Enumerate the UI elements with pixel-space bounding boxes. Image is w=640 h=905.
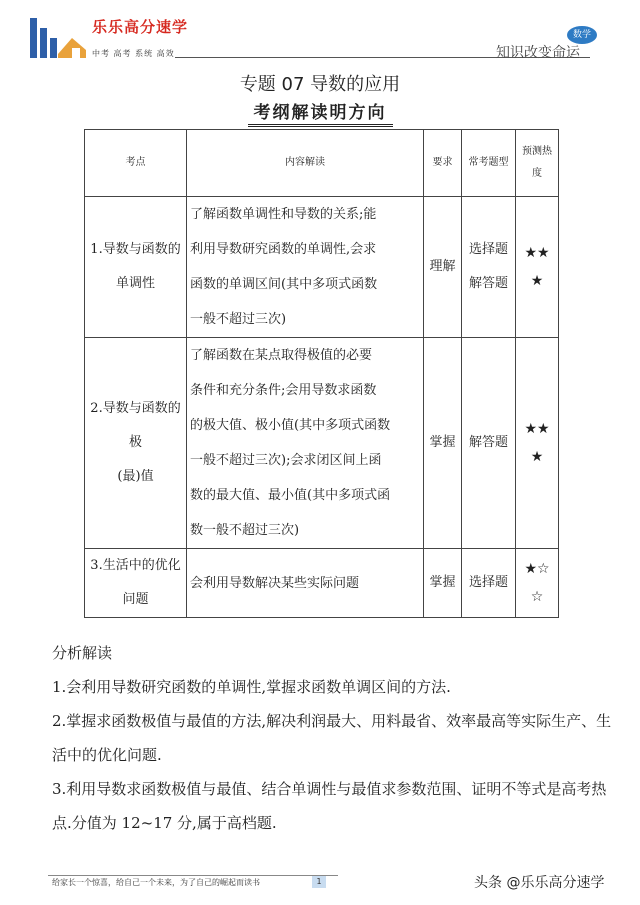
exam-outline-table: [84, 129, 559, 618]
cell-requirement: 掌握: [424, 338, 462, 549]
header-content: 内容解读: [187, 130, 424, 197]
footer-note: 给家长一个惊喜，给自己一个未来，为了自己的崛起而读书: [52, 878, 260, 887]
bar-chart-house-logo-icon: [28, 14, 86, 60]
analysis-item: 2.掌握求函数极值与最值的方法,解决利润最大、用料最省、效率最高等实际生产、生活中的优化问题.: [52, 712, 612, 764]
table-row: [85, 549, 559, 618]
analysis-item: 1.会利用导数研究函数的单调性,掌握求函数单调区间的方法.: [52, 678, 451, 696]
header-heat: 预测热 度: [516, 130, 559, 197]
cell-heat: ★★ ★: [516, 338, 559, 549]
cell-point: 2.导数与函数的 极 (最)值: [85, 338, 187, 549]
page-title: 专题 07 导数的应用: [239, 74, 401, 95]
table-row: [85, 197, 559, 338]
cell-types: 选择题: [462, 549, 516, 618]
cell-content: 了解函数在某点取得极值的必要 条件和充分条件;会用导数求函数 的极大值、极小值(其中多项式函数 一般不超过三次);会求闭区间上函 数的最大值、最小值(其中多项式函 数一般不超过三次): [187, 338, 424, 549]
cell-types: 选择题 解答题: [462, 197, 516, 338]
section-subtitle: [0, 98, 640, 127]
header-point: 考点: [85, 130, 187, 197]
analysis-item: 3.利用导数求函数极值与最值、结合单调性与最值求参数范围、证明不等式是高考热点.分值为 12~17 分,属于高档题.: [52, 780, 607, 832]
cell-heat: ★★ ★: [516, 197, 559, 338]
cell-requirement: 掌握: [424, 549, 462, 618]
section-subtitle-text: 考纲解读明方向: [248, 98, 393, 127]
brand-tagline: 中考 高考 系统 高效: [92, 49, 175, 58]
cell-content: 会利用导数解决某些实际问题: [187, 549, 424, 618]
cell-heat: ★☆ ☆: [516, 549, 559, 618]
header-types: 常考题型: [462, 130, 516, 197]
table-header-row: [85, 130, 559, 197]
analysis-section: [52, 636, 612, 840]
subject-badge: 数学: [567, 26, 597, 44]
header-motto: 知识改变命运: [496, 45, 580, 61]
brand-name: 乐乐高分速学: [92, 18, 189, 36]
cell-types: 解答题: [462, 338, 516, 549]
footer-divider: [48, 875, 338, 876]
analysis-heading: 分析解读: [52, 644, 113, 662]
cell-point: 1.导数与函数的 单调性: [85, 197, 187, 338]
watermark: 头条 @乐乐高分速学: [474, 875, 605, 891]
cell-content: 了解函数单调性和导数的关系;能 利用导数研究函数的单调性,会求 函数的单调区间(其中多项式函数 一般不超过三次): [187, 197, 424, 338]
table-row: [85, 338, 559, 549]
cell-requirement: 理解: [424, 197, 462, 338]
page-number: 1: [312, 876, 326, 888]
header-requirement: 要求: [424, 130, 462, 197]
cell-point: 3.生活中的优化 问题: [85, 549, 187, 618]
